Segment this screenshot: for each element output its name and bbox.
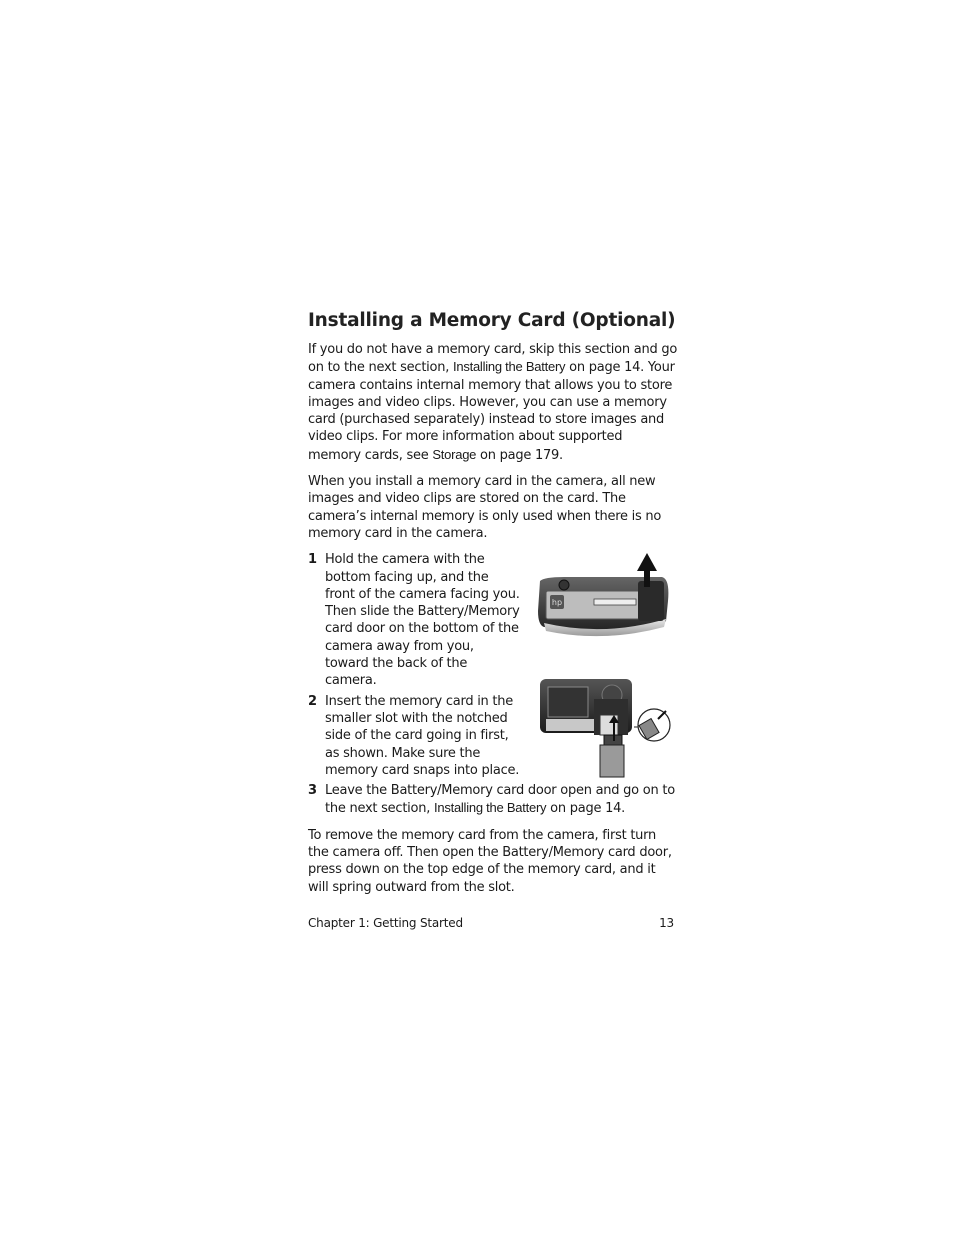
- step3-text-b: on page 14.: [546, 801, 626, 817]
- chapter-label: Chapter 1: Getting Started: [308, 916, 463, 930]
- page-title: Installing a Memory Card (Optional): [308, 310, 676, 331]
- camera-bottom-door-icon: [534, 551, 674, 641]
- page-content: [308, 310, 678, 905]
- intro-text-c: on page 179.: [476, 447, 563, 463]
- xref-installing-battery[interactable]: Installing the Battery: [453, 359, 566, 375]
- intro-text-b: on page 14. Your camera contains internal memory that allows you to store images and video clips. However, you can use a memory card (purchased separately) instead to store images and video clips. For more information about supported memory cards, see: [308, 360, 675, 463]
- step3-text-a: Leave the Battery/Memory card door open and go on to the next section,: [325, 783, 675, 817]
- remove-card-paragraph: To remove the memory card from the camera, first turn the camera off. Then open the Battery/Memory card door, press down on the top edge of the memory card, and it will spring outward from the slot.: [308, 827, 672, 895]
- step-number: 3: [308, 783, 317, 799]
- page-footer: [308, 916, 674, 930]
- memory-paragraph: When you install a memory card in the camera, all new images and video clips are stored on the card. The camera’s internal memory is only used when there is no memory card in the camera.: [308, 474, 662, 541]
- step-3: [308, 782, 678, 818]
- step-text: Insert the memory card in the smaller slot with the notched side of the card going in first, as shown. Make sure the memory card snaps into place.: [325, 693, 520, 778]
- step-text: [325, 782, 678, 818]
- intro-text-a: If you do not have a memory card, skip this section and go on to the next section,: [308, 342, 678, 376]
- xref-storage[interactable]: Storage: [432, 446, 477, 462]
- memory-card-insert-icon: [534, 675, 674, 780]
- step-text: Hold the camera with the bottom facing up, and the front of the camera facing you. Then slide the Battery/Memory card door on the bottom of the camera away from you, toward the back of the camera.: [325, 552, 520, 689]
- steps-list: [308, 551, 678, 817]
- step-number: 2: [308, 693, 317, 709]
- intro-paragraph: [308, 341, 678, 464]
- svg-text:hp: hp: [551, 598, 563, 608]
- step-number: 1: [308, 552, 317, 568]
- page-number: 13: [659, 916, 674, 930]
- xref-installing-battery-2[interactable]: Installing the Battery: [433, 800, 547, 816]
